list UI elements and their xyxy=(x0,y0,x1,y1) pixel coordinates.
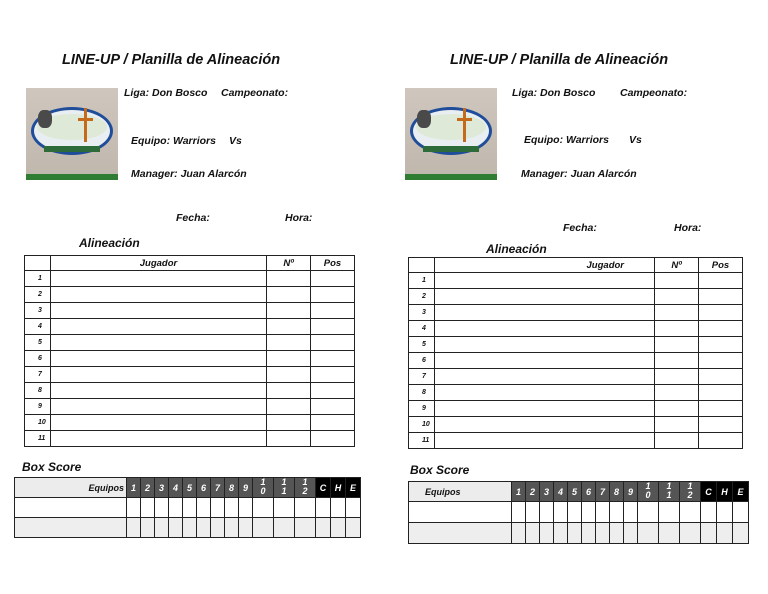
inning-header: 4 xyxy=(169,478,183,498)
vs-label: Vs xyxy=(229,135,242,147)
pos-cell[interactable] xyxy=(311,335,355,351)
row-number: 1 xyxy=(409,273,435,289)
score-cell[interactable] xyxy=(155,518,169,538)
sheet-title: LINE-UP / Planilla de Alineación xyxy=(62,52,281,68)
row-number: 10 xyxy=(25,415,51,431)
pos-cell[interactable] xyxy=(699,273,743,289)
number-cell[interactable] xyxy=(655,289,699,305)
row-number: 8 xyxy=(409,385,435,401)
number-cell[interactable] xyxy=(267,271,311,287)
inning-header: 8 xyxy=(225,478,239,498)
score-cell[interactable] xyxy=(316,498,331,518)
score-cell[interactable] xyxy=(638,502,659,523)
score-cell[interactable] xyxy=(155,498,169,518)
number-cell[interactable] xyxy=(655,273,699,289)
hits-header: H xyxy=(717,482,733,502)
inning-header: 1 1 xyxy=(659,482,680,502)
score-cell[interactable] xyxy=(596,502,610,523)
score-cell[interactable] xyxy=(225,498,239,518)
score-cell[interactable] xyxy=(169,518,183,538)
score-cell[interactable] xyxy=(239,498,253,518)
score-cell[interactable] xyxy=(239,518,253,538)
pos-cell[interactable] xyxy=(311,351,355,367)
player-cell[interactable] xyxy=(51,431,267,447)
number-cell[interactable] xyxy=(655,401,699,417)
pos-cell[interactable] xyxy=(699,385,743,401)
score-cell[interactable] xyxy=(717,523,733,544)
jugador-header: Jugador xyxy=(435,258,655,273)
score-cell[interactable] xyxy=(526,523,540,544)
campeonato-label: Campeonato: xyxy=(221,87,289,99)
score-cell[interactable] xyxy=(540,502,554,523)
inning-header: 1 0 xyxy=(638,482,659,502)
row-number: 5 xyxy=(409,337,435,353)
lineup-corner-cell xyxy=(409,258,435,273)
inning-header: 2 xyxy=(526,482,540,502)
pos-cell[interactable] xyxy=(699,305,743,321)
pos-header: Pos xyxy=(699,258,743,273)
score-cell[interactable] xyxy=(568,502,582,523)
box-score-heading: Box Score xyxy=(410,463,470,477)
row-number: 4 xyxy=(25,319,51,335)
player-cell[interactable] xyxy=(435,305,655,321)
score-cell[interactable] xyxy=(596,523,610,544)
score-cell[interactable] xyxy=(624,523,638,544)
number-cell[interactable] xyxy=(267,287,311,303)
score-cell[interactable] xyxy=(253,498,274,518)
alineacion-heading: Alineación xyxy=(79,236,140,250)
row-number: 6 xyxy=(25,351,51,367)
score-cell[interactable] xyxy=(346,518,361,538)
player-cell[interactable] xyxy=(435,337,655,353)
runs-header: C xyxy=(701,482,717,502)
inning-header: 1 1 xyxy=(274,478,295,498)
score-cell[interactable] xyxy=(295,498,316,518)
player-cell[interactable] xyxy=(435,417,655,433)
team-name-cell[interactable] xyxy=(15,498,127,518)
pos-cell[interactable] xyxy=(699,353,743,369)
hora-label: Hora: xyxy=(285,212,313,224)
team-name-cell[interactable] xyxy=(409,523,512,544)
pos-cell[interactable] xyxy=(699,369,743,385)
pos-cell[interactable] xyxy=(311,287,355,303)
liga-label: Liga: Don Bosco xyxy=(124,87,208,99)
alineacion-heading: Alineación xyxy=(486,242,547,256)
score-cell[interactable] xyxy=(127,498,141,518)
jugador-header: Jugador xyxy=(51,256,267,271)
number-cell[interactable] xyxy=(655,337,699,353)
box-score-heading: Box Score xyxy=(22,460,82,474)
score-cell[interactable] xyxy=(197,498,211,518)
score-cell[interactable] xyxy=(582,502,596,523)
pos-cell[interactable] xyxy=(311,431,355,447)
score-cell[interactable] xyxy=(225,518,239,538)
score-cell[interactable] xyxy=(211,518,225,538)
player-cell[interactable] xyxy=(51,351,267,367)
lineup-corner-cell xyxy=(25,256,51,271)
score-cell[interactable] xyxy=(733,502,749,523)
team-logo-image xyxy=(26,88,118,180)
score-cell[interactable] xyxy=(512,502,526,523)
player-cell[interactable] xyxy=(51,383,267,399)
number-cell[interactable] xyxy=(655,433,699,449)
lineup-sheet-right xyxy=(384,0,768,594)
vs-label: Vs xyxy=(629,134,642,146)
score-cell[interactable] xyxy=(638,523,659,544)
row-number: 7 xyxy=(25,367,51,383)
inning-header: 8 xyxy=(610,482,624,502)
pos-cell[interactable] xyxy=(311,399,355,415)
score-cell[interactable] xyxy=(331,498,346,518)
score-cell[interactable] xyxy=(127,518,141,538)
number-cell[interactable] xyxy=(655,369,699,385)
row-number: 5 xyxy=(25,335,51,351)
equipo-label: Equipo: Warriors xyxy=(131,135,216,147)
number-cell[interactable] xyxy=(267,303,311,319)
score-cell[interactable] xyxy=(733,523,749,544)
equipo-label: Equipo: Warriors xyxy=(524,134,609,146)
score-cell[interactable] xyxy=(568,523,582,544)
score-cell[interactable] xyxy=(183,518,197,538)
player-cell[interactable] xyxy=(435,273,655,289)
row-number: 8 xyxy=(25,383,51,399)
number-cell[interactable] xyxy=(267,319,311,335)
player-cell[interactable] xyxy=(435,401,655,417)
inning-header: 3 xyxy=(155,478,169,498)
score-cell[interactable] xyxy=(331,518,346,538)
player-cell[interactable] xyxy=(51,399,267,415)
number-cell[interactable] xyxy=(655,321,699,337)
score-cell[interactable] xyxy=(659,523,680,544)
row-number: 1 xyxy=(25,271,51,287)
row-number: 11 xyxy=(25,431,51,447)
score-cell[interactable] xyxy=(512,523,526,544)
errors-header: E xyxy=(346,478,361,498)
pos-cell[interactable] xyxy=(311,415,355,431)
manager-label: Manager: Juan Alarcón xyxy=(131,168,247,180)
player-cell[interactable] xyxy=(51,303,267,319)
number-cell[interactable] xyxy=(267,431,311,447)
inning-header: 2 xyxy=(141,478,155,498)
score-cell[interactable] xyxy=(211,498,225,518)
number-cell[interactable] xyxy=(267,383,311,399)
row-number: 9 xyxy=(25,399,51,415)
row-number: 3 xyxy=(409,305,435,321)
pos-cell[interactable] xyxy=(699,401,743,417)
pos-header: Pos xyxy=(311,256,355,271)
pos-cell[interactable] xyxy=(311,319,355,335)
pos-cell[interactable] xyxy=(699,289,743,305)
score-cell[interactable] xyxy=(526,502,540,523)
manager-label: Manager: Juan Alarcón xyxy=(521,168,637,180)
score-cell[interactable] xyxy=(554,502,568,523)
player-cell[interactable] xyxy=(51,367,267,383)
inning-header: 9 xyxy=(624,482,638,502)
pos-cell[interactable] xyxy=(699,433,743,449)
player-cell[interactable] xyxy=(435,289,655,305)
number-header: Nº xyxy=(267,256,311,271)
player-cell[interactable] xyxy=(51,287,267,303)
number-cell[interactable] xyxy=(267,335,311,351)
row-number: 10 xyxy=(409,417,435,433)
lineup-table xyxy=(24,255,355,447)
liga-label: Liga: Don Bosco xyxy=(512,87,596,99)
inning-header: 1 xyxy=(512,482,526,502)
number-cell[interactable] xyxy=(655,385,699,401)
inning-header: 9 xyxy=(239,478,253,498)
inning-header: 1 0 xyxy=(253,478,274,498)
sheet-title: LINE-UP / Planilla de Alineación xyxy=(450,52,669,68)
inning-header: 4 xyxy=(554,482,568,502)
score-cell[interactable] xyxy=(183,498,197,518)
row-number: 4 xyxy=(409,321,435,337)
row-number: 2 xyxy=(25,287,51,303)
number-cell[interactable] xyxy=(267,415,311,431)
row-number: 2 xyxy=(409,289,435,305)
player-cell[interactable] xyxy=(51,271,267,287)
pos-cell[interactable] xyxy=(699,417,743,433)
player-cell[interactable] xyxy=(435,369,655,385)
number-cell[interactable] xyxy=(267,351,311,367)
player-cell[interactable] xyxy=(51,319,267,335)
score-cell[interactable] xyxy=(624,502,638,523)
hora-label: Hora: xyxy=(674,222,702,234)
row-number: 7 xyxy=(409,369,435,385)
row-number: 3 xyxy=(25,303,51,319)
pos-cell[interactable] xyxy=(311,271,355,287)
score-cell[interactable] xyxy=(680,502,701,523)
number-cell[interactable] xyxy=(655,305,699,321)
equipos-header: Equipos xyxy=(15,478,127,498)
team-name-cell[interactable] xyxy=(409,502,512,523)
score-cell[interactable] xyxy=(141,518,155,538)
score-cell[interactable] xyxy=(659,502,680,523)
runs-header: C xyxy=(316,478,331,498)
score-cell[interactable] xyxy=(274,498,295,518)
score-cell[interactable] xyxy=(717,502,733,523)
number-cell[interactable] xyxy=(655,353,699,369)
number-cell[interactable] xyxy=(267,399,311,415)
inning-header: 5 xyxy=(568,482,582,502)
score-cell[interactable] xyxy=(540,523,554,544)
score-cell[interactable] xyxy=(295,518,316,538)
player-cell[interactable] xyxy=(435,353,655,369)
inning-header: 7 xyxy=(211,478,225,498)
inning-header: 1 2 xyxy=(680,482,701,502)
score-cell[interactable] xyxy=(169,498,183,518)
inning-header: 3 xyxy=(540,482,554,502)
pos-cell[interactable] xyxy=(311,367,355,383)
number-cell[interactable] xyxy=(655,417,699,433)
row-number: 11 xyxy=(409,433,435,449)
inning-header: 5 xyxy=(183,478,197,498)
fecha-label: Fecha: xyxy=(563,222,597,234)
campeonato-label: Campeonato: xyxy=(620,87,688,99)
score-cell[interactable] xyxy=(274,518,295,538)
number-cell[interactable] xyxy=(267,367,311,383)
team-logo-image xyxy=(405,88,497,180)
inning-header: 1 xyxy=(127,478,141,498)
equipos-header: Equipos xyxy=(409,482,512,502)
score-cell[interactable] xyxy=(554,523,568,544)
inning-header: 7 xyxy=(596,482,610,502)
score-cell[interactable] xyxy=(610,502,624,523)
score-cell[interactable] xyxy=(197,518,211,538)
pos-cell[interactable] xyxy=(699,321,743,337)
score-cell[interactable] xyxy=(141,498,155,518)
score-cell[interactable] xyxy=(253,518,274,538)
fecha-label: Fecha: xyxy=(176,212,210,224)
player-cell[interactable] xyxy=(51,415,267,431)
lineup-table xyxy=(408,257,743,449)
player-cell[interactable] xyxy=(435,433,655,449)
score-cell[interactable] xyxy=(680,523,701,544)
hits-header: H xyxy=(331,478,346,498)
score-cell[interactable] xyxy=(701,502,717,523)
inning-header: 1 2 xyxy=(295,478,316,498)
row-number: 6 xyxy=(409,353,435,369)
score-cell[interactable] xyxy=(610,523,624,544)
pos-cell[interactable] xyxy=(311,383,355,399)
pos-cell[interactable] xyxy=(699,337,743,353)
team-name-cell[interactable] xyxy=(15,518,127,538)
row-number: 9 xyxy=(409,401,435,417)
score-cell[interactable] xyxy=(582,523,596,544)
player-cell[interactable] xyxy=(435,385,655,401)
player-cell[interactable] xyxy=(51,335,267,351)
inning-header: 6 xyxy=(197,478,211,498)
errors-header: E xyxy=(733,482,749,502)
player-cell[interactable] xyxy=(435,321,655,337)
score-cell[interactable] xyxy=(316,518,331,538)
box-score-table xyxy=(408,481,749,544)
number-header: Nº xyxy=(655,258,699,273)
box-score-table xyxy=(14,477,361,538)
inning-header: 6 xyxy=(582,482,596,502)
pos-cell[interactable] xyxy=(311,303,355,319)
score-cell[interactable] xyxy=(701,523,717,544)
score-cell[interactable] xyxy=(346,498,361,518)
